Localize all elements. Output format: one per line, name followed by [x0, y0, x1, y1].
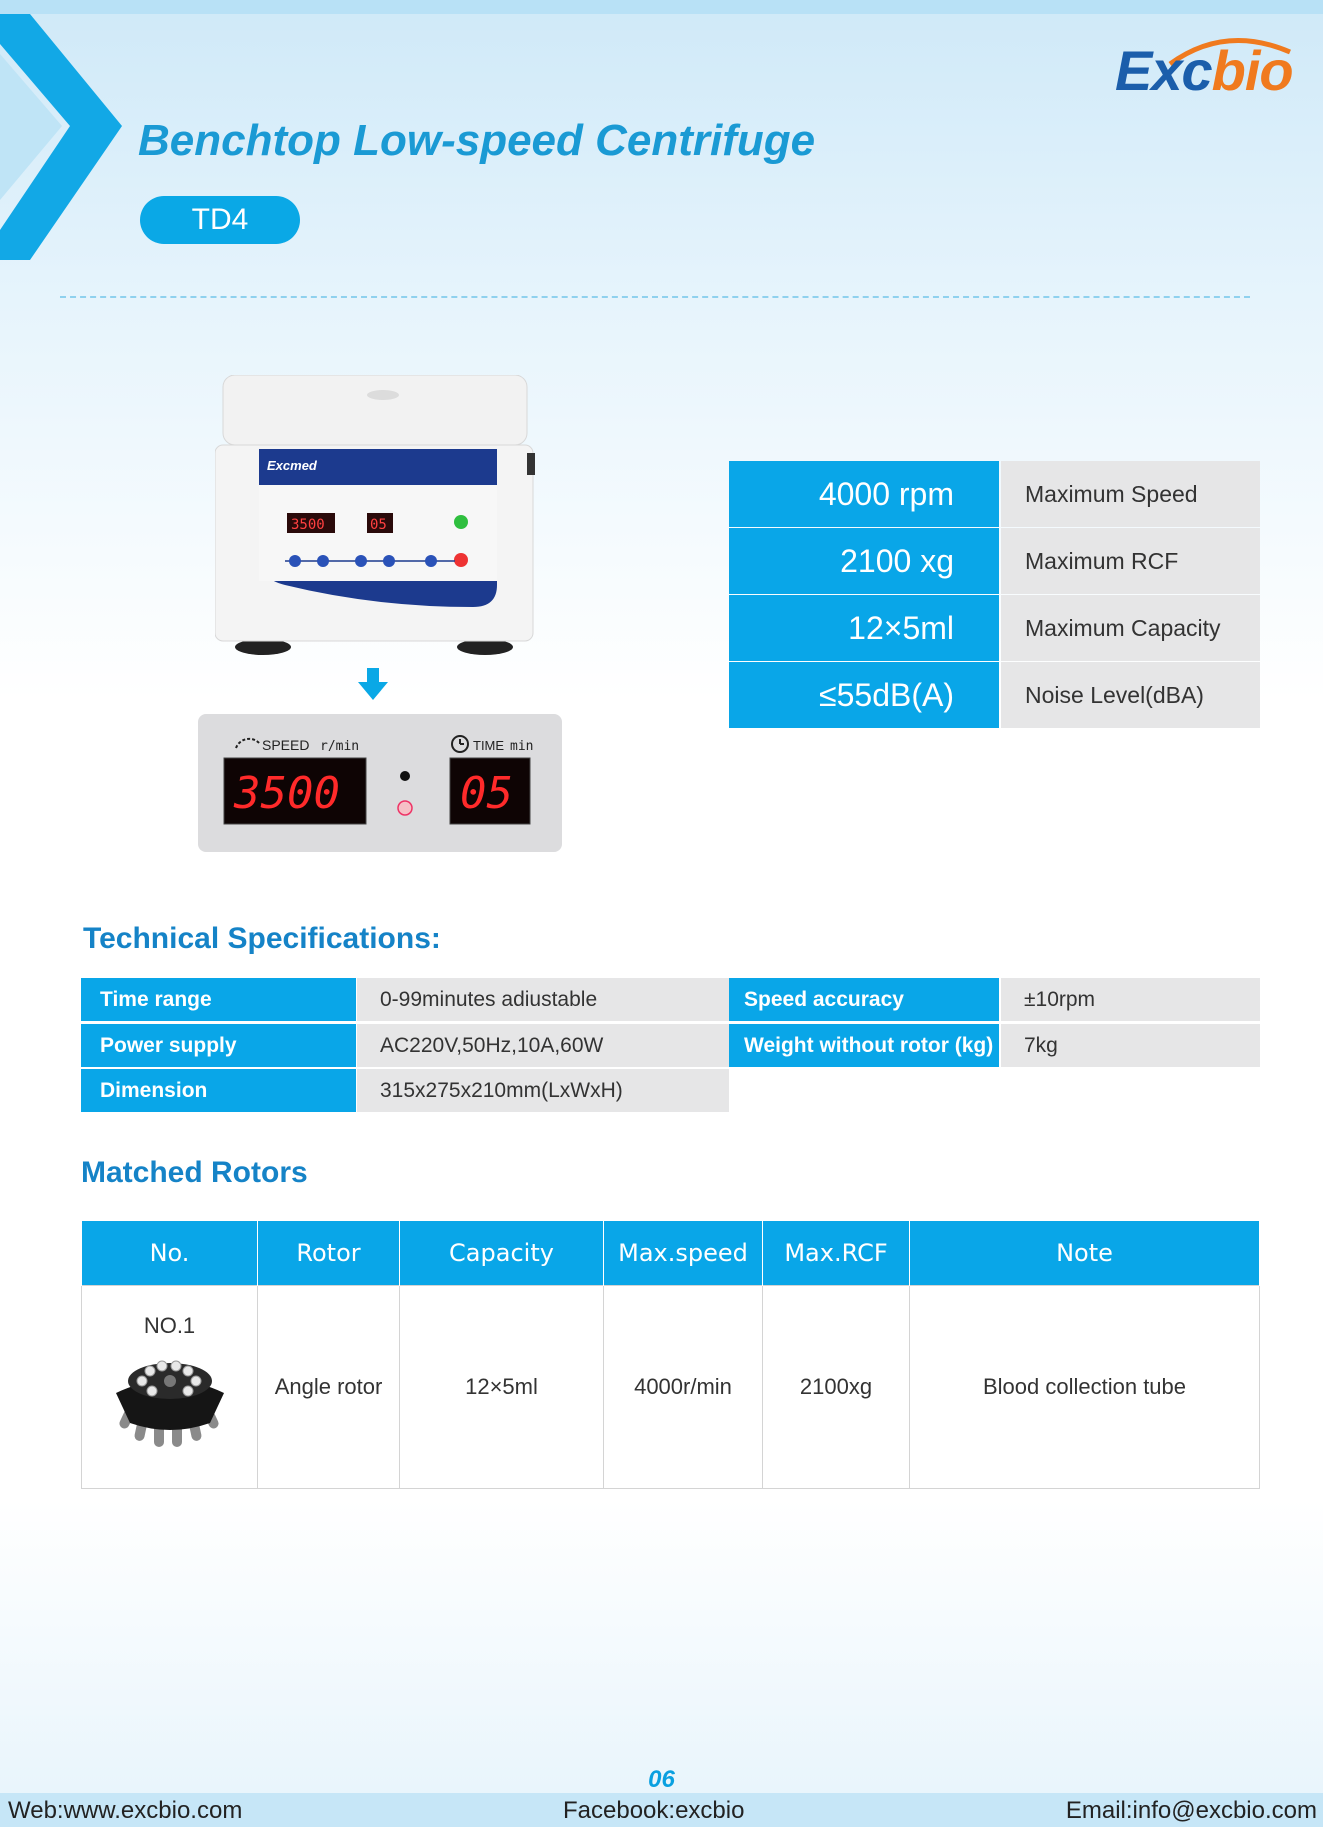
svg-text:3500: 3500 [291, 517, 325, 533]
footer-web[interactable]: Web:www.excbio.com [8, 1797, 243, 1824]
tech-value: 315x275x210mm(LxWxH) [357, 1069, 729, 1112]
key-spec-label: Noise Level(dBA) [1001, 662, 1260, 728]
time-label: TIME [473, 738, 505, 753]
key-specs-table [729, 461, 1260, 729]
speed-label: SPEED [262, 737, 310, 753]
page-title: Benchtop Low-speed Centrifuge [138, 116, 816, 165]
tech-spec-table [81, 978, 1260, 1113]
time-display: 05 [460, 768, 513, 819]
col-header-max-rcf: Max.RCF [763, 1221, 910, 1286]
tech-key: Time range [81, 978, 356, 1021]
rotor-type: Angle rotor [258, 1286, 400, 1489]
speed-display: 3500 [234, 768, 340, 819]
col-header-note: Note [910, 1221, 1260, 1286]
col-header-rotor: Rotor [258, 1221, 400, 1286]
key-spec-row [729, 461, 1260, 527]
key-spec-value: 12×5ml [729, 595, 999, 661]
tech-key: Weight without rotor (kg) [729, 1024, 999, 1067]
tech-key: Dimension [81, 1069, 356, 1112]
dashed-divider [60, 296, 1250, 298]
table-row [82, 1286, 1260, 1489]
tech-key: Speed accuracy [729, 978, 999, 1021]
rotors-title: Matched Rotors [81, 1156, 308, 1189]
col-header-no: No. [82, 1221, 258, 1286]
footer-bar [0, 1793, 1323, 1827]
key-spec-value: 2100 xg [729, 528, 999, 594]
footer-email[interactable]: Email:info@excbio.com [1065, 1797, 1317, 1824]
speed-unit: r/min [320, 739, 360, 754]
time-unit: min [510, 739, 534, 754]
device-brand-text: Excmed [267, 458, 317, 473]
centrifuge-image [215, 375, 535, 660]
rotor-max-speed: 4000r/min [604, 1286, 763, 1489]
tech-value: AC220V,50Hz,10A,60W [357, 1024, 729, 1067]
rotor-no-cell [82, 1286, 258, 1489]
top-strip [0, 0, 1323, 14]
rotors-table [81, 1221, 1260, 1489]
key-spec-label: Maximum Speed [1001, 461, 1260, 527]
key-spec-row [729, 662, 1260, 728]
svg-text:05: 05 [370, 517, 387, 533]
key-spec-value: ≤55dB(A) [729, 662, 999, 728]
key-spec-label: Maximum RCF [1001, 528, 1260, 594]
excbio-logo [1115, 30, 1295, 100]
chevron-decoration [0, 14, 125, 264]
rotor-max-rcf: 2100xg [763, 1286, 910, 1489]
col-header-max-speed: Max.speed [604, 1221, 763, 1286]
angle-rotor-image [110, 1345, 230, 1455]
logo-prefix: Exc [1115, 39, 1212, 102]
model-badge: TD4 [140, 196, 300, 244]
rotor-note: Blood collection tube [910, 1286, 1260, 1489]
col-header-capacity: Capacity [400, 1221, 604, 1286]
arrow-down-icon [358, 668, 388, 700]
key-spec-value: 4000 rpm [729, 461, 999, 527]
footer-facebook[interactable]: Facebook:excbio [563, 1797, 745, 1824]
key-spec-row [729, 528, 1260, 594]
key-spec-label: Maximum Capacity [1001, 595, 1260, 661]
tech-value: ±10rpm [1001, 978, 1260, 1021]
tech-value: 0-99minutes adiustable [357, 978, 729, 1021]
key-spec-row [729, 595, 1260, 661]
display-closeup [198, 714, 562, 852]
tech-spec-title: Technical Specifications: [83, 922, 441, 955]
tech-value: 7kg [1001, 1024, 1260, 1067]
logo-suffix: bio [1211, 39, 1293, 102]
page-number: 06 [648, 1766, 675, 1793]
tech-key: Power supply [81, 1024, 356, 1067]
rotor-capacity: 12×5ml [400, 1286, 604, 1489]
rotor-no: NO.1 [143, 1313, 196, 1338]
